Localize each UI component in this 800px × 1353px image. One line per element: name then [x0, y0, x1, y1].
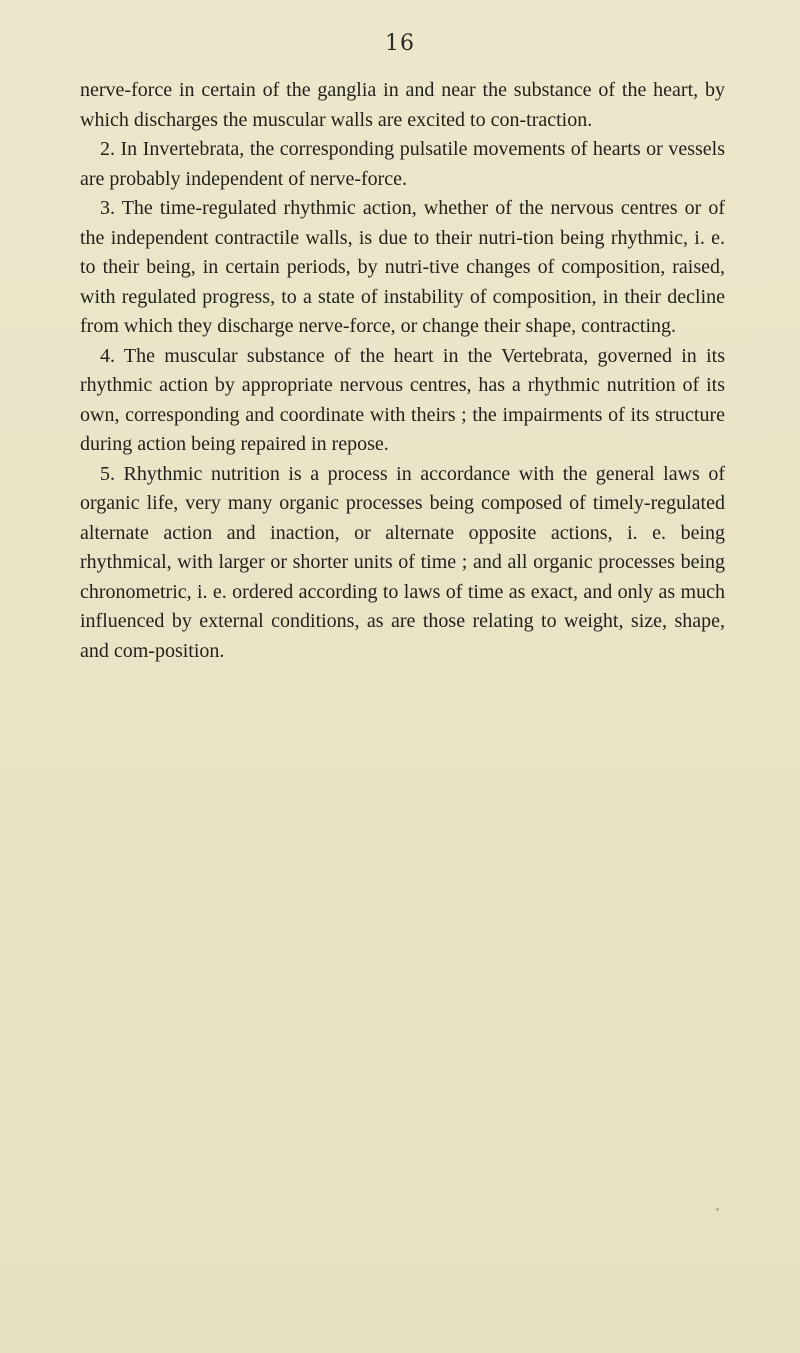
paragraph-4: 4. The muscular substance of the heart in the Vertebrata, governed in its rhythmic action by appropriate nervous centres, has a rhythmic nutrition of its own, corresponding and coordinate with theirs ; the impairments of its structure during action being repaired in repose. — [80, 344, 725, 455]
paragraph-5: 5. Rhythmic nutrition is a process in accordance with the general laws of organic life, very many organic processes being composed of timely-regulated alternate action and inaction, or alternate opposite actions, i. e. being rhythmical, with larger or shorter units of time ; and all organic processes being chronometric, i. e. ordered according to laws of time as exact, and only as much influenced by external conditions, as are those relating to weight, size, shape, and com-position. — [80, 462, 725, 662]
paper-speck — [716, 1208, 719, 1211]
paragraph-continuation: nerve-force in certain of the ganglia in and near the substance of the heart, by which discharges the muscular walls are excited to con-traction. — [80, 79, 725, 131]
paragraph-2: 2. In Invertebrata, the corresponding pulsatile movements of hearts or vessels are probably independent of nerve-force. — [80, 138, 725, 190]
page-number: 16 — [385, 31, 415, 56]
paragraph-3: 3. The time-regulated rhythmic action, whether of the nervous centres or of the independent contractile walls, is due to their nutri-tion being rhythmic, i. e. to their being, in certain periods, by nutri-tive changes of composition, raised, with regulated progress, to a state of instability of composition, in their decline from which they discharge nerve-force, or change their shape, contracting. — [80, 197, 725, 337]
body-text — [80, 76, 725, 666]
